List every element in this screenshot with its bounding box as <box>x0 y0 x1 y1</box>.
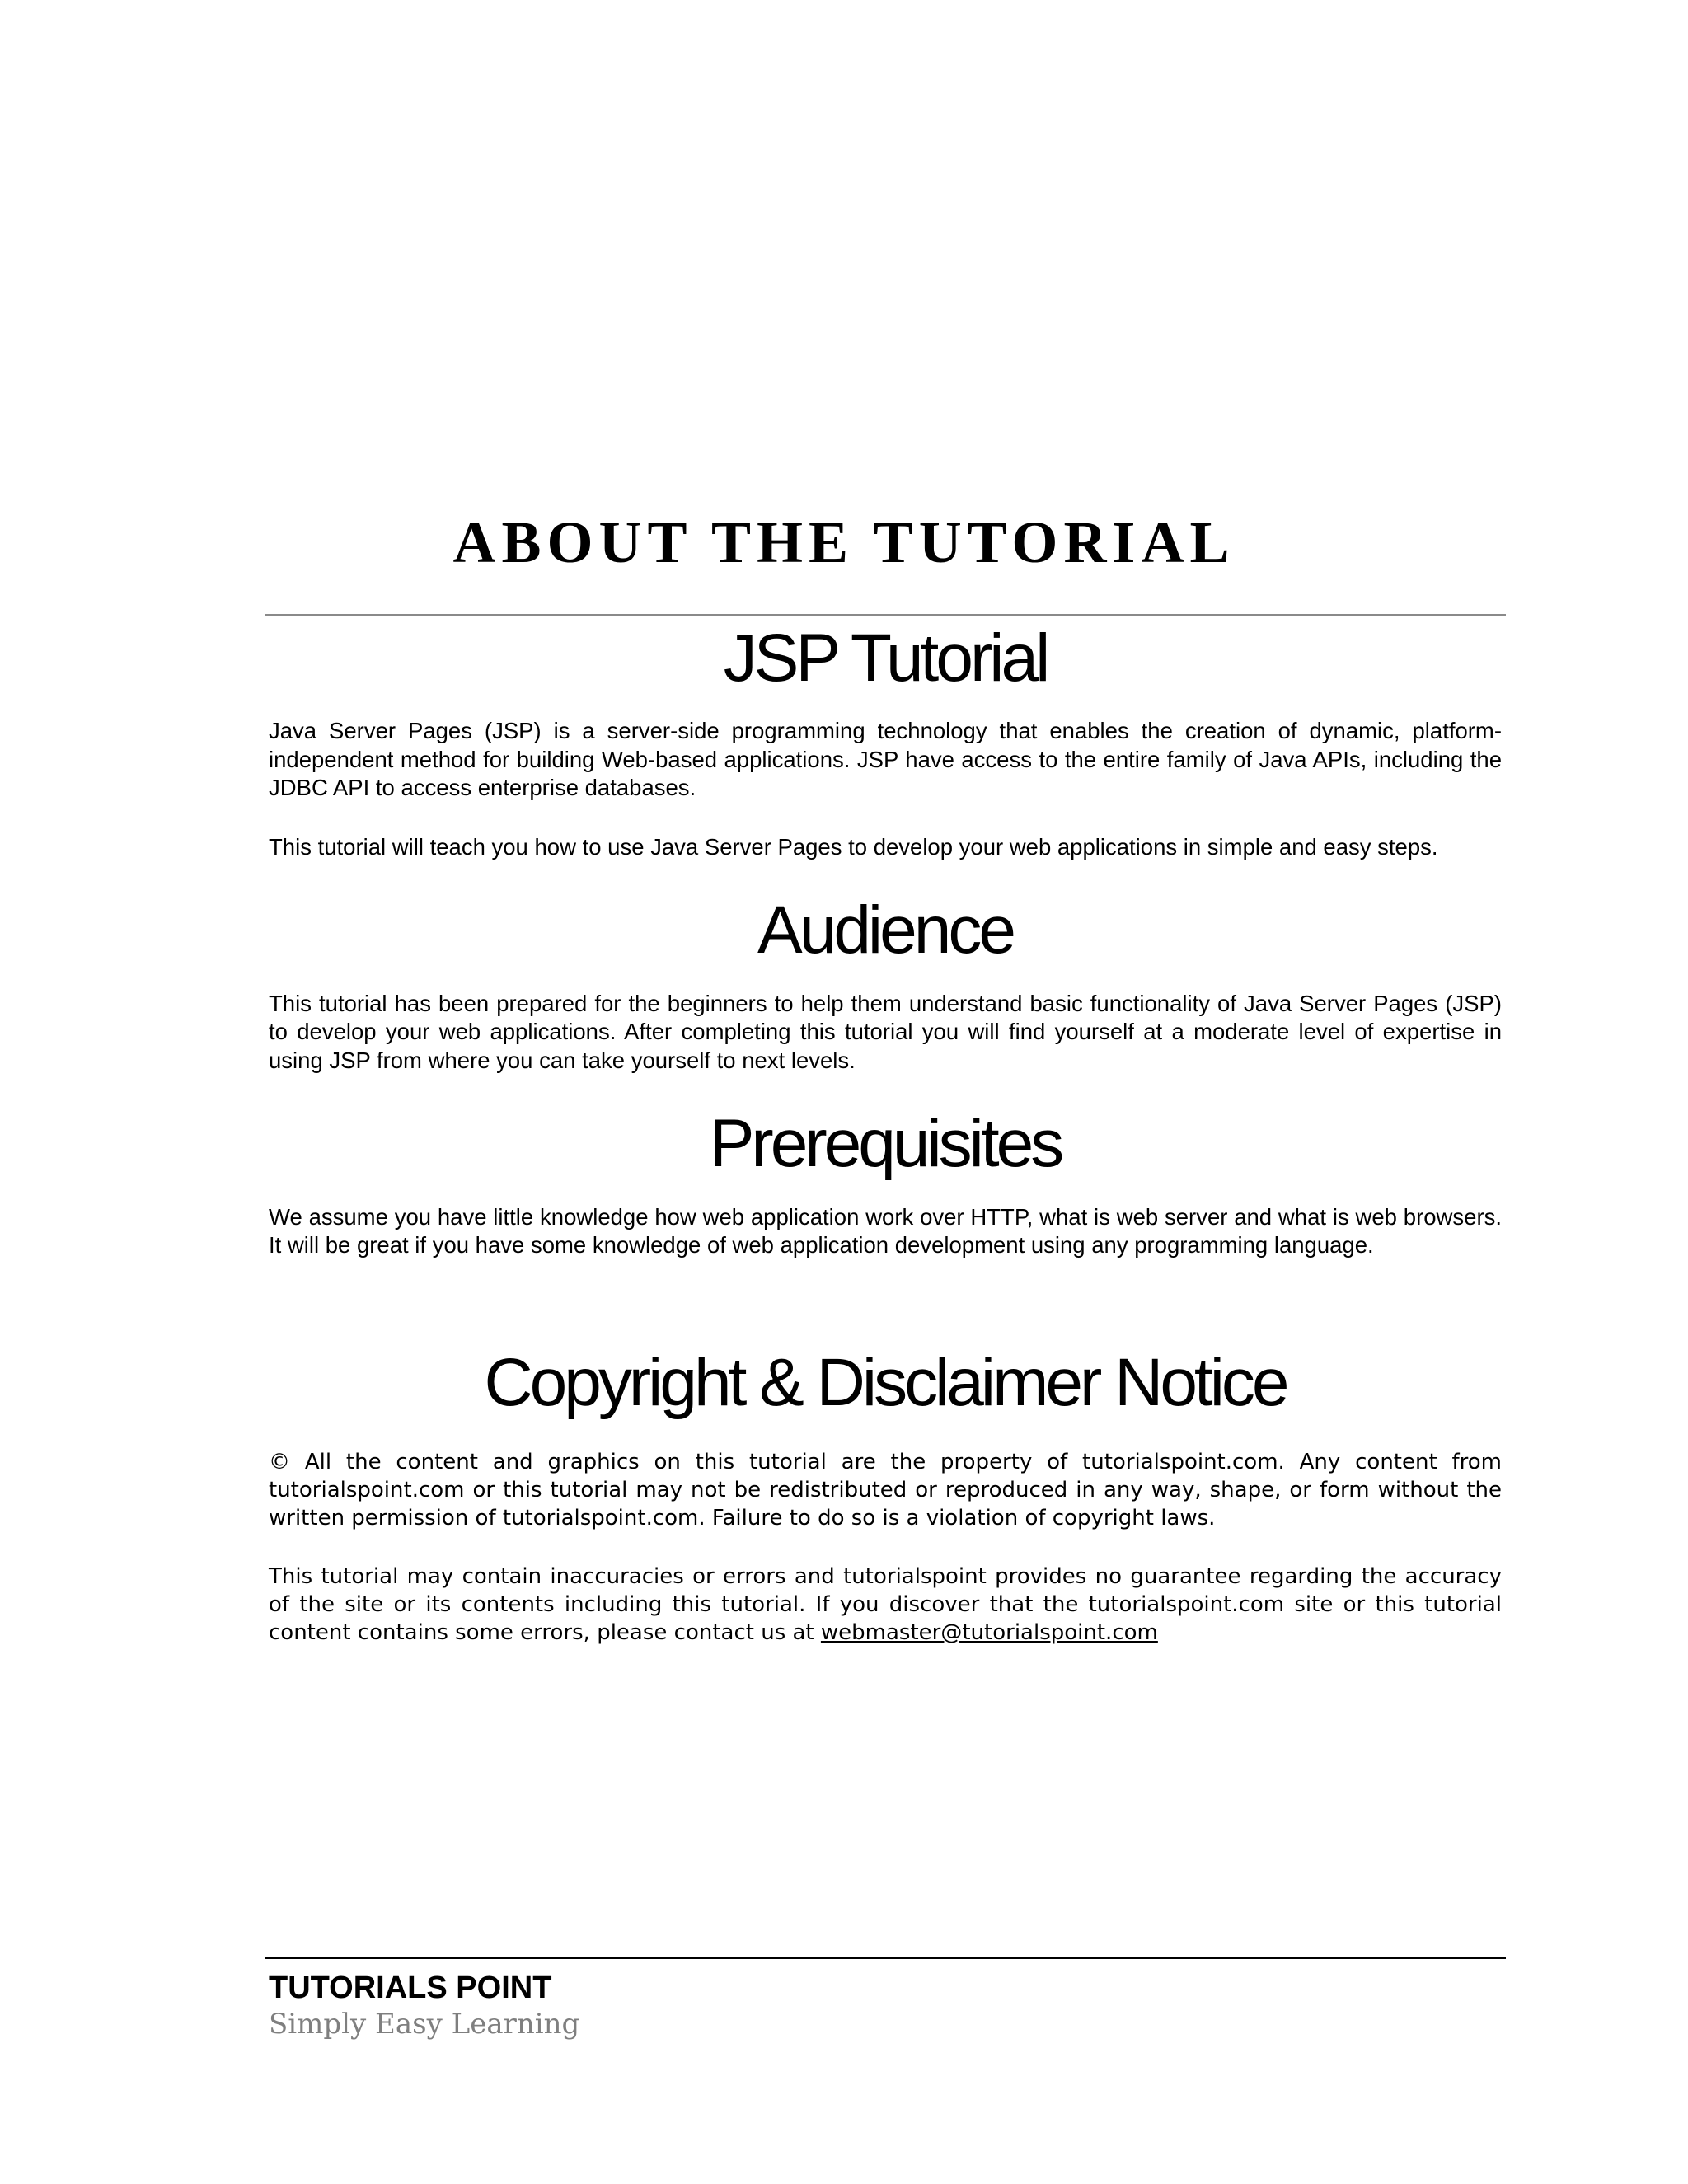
webmaster-email-link[interactable]: webmaster@tutorialspoint.com <box>820 1620 1158 1646</box>
disclaimer-text: This tutorial may contain inaccuracies or errors and tutorialspoint provides no guarantee regarding the accuracy of the site or its contents including this tutorial. If you discover that the tutorialspoint.com site or this tutorial content contains some errors, please contact us at <box>269 1564 1502 1646</box>
section-heading-prerequisites: Prerequisites <box>709 1106 1062 1182</box>
header-divider <box>265 614 1506 616</box>
section-heading-audience: Audience <box>757 893 1013 968</box>
page-title: ABOUT THE TUTORIAL <box>452 509 1236 575</box>
footer-tagline: Simply Easy Learning <box>269 2008 580 2041</box>
paragraph-jsp-teach: This tutorial will teach you how to use Java Server Pages to develop your web applications in simple and easy steps. <box>269 833 1438 860</box>
paragraph-audience: This tutorial has been prepared for the beginners to help them understand basic functionality of Java Server Pages (JSP) to develop your web applications. After completing this tutorial you will find yourself at a moderate level of expertise in using JSP from where you can take yourself to next levels. <box>269 990 1502 1073</box>
footer-divider <box>265 1957 1506 1959</box>
paragraph-prerequisites: We assume you have little knowledge how web application work over HTTP, what is web server and what is web browsers. It will be great if you have some knowledge of web application development using any programming language. <box>269 1203 1502 1258</box>
paragraph-copyright: © All the content and graphics on this tutorial are the property of tutorialspoint.com. Any content from tutorialspoint.com or this tutorial may not be redistributed or reproduced in any way, shape, or form without the written permission of tutorialspoint.com. Failure to do so is a violation of copyright laws. <box>269 1450 1502 1531</box>
paragraph-disclaimer <box>269 1563 1502 1647</box>
section-heading-jsp-tutorial: JSP Tutorial <box>723 621 1048 696</box>
paragraph-jsp-intro: Java Server Pages (JSP) is a server-side programming technology that enables the creation of dynamic, platform-independent method for building Web-based applications. JSP have access to the entire family of Java APIs, including the JDBC API to access enterprise databases. <box>269 718 1502 801</box>
section-heading-copyright: Copyright & Disclaimer Notice <box>484 1344 1287 1420</box>
main-content <box>269 616 1502 1647</box>
footer-brand: TUTORIALS POINT <box>269 1971 552 2005</box>
